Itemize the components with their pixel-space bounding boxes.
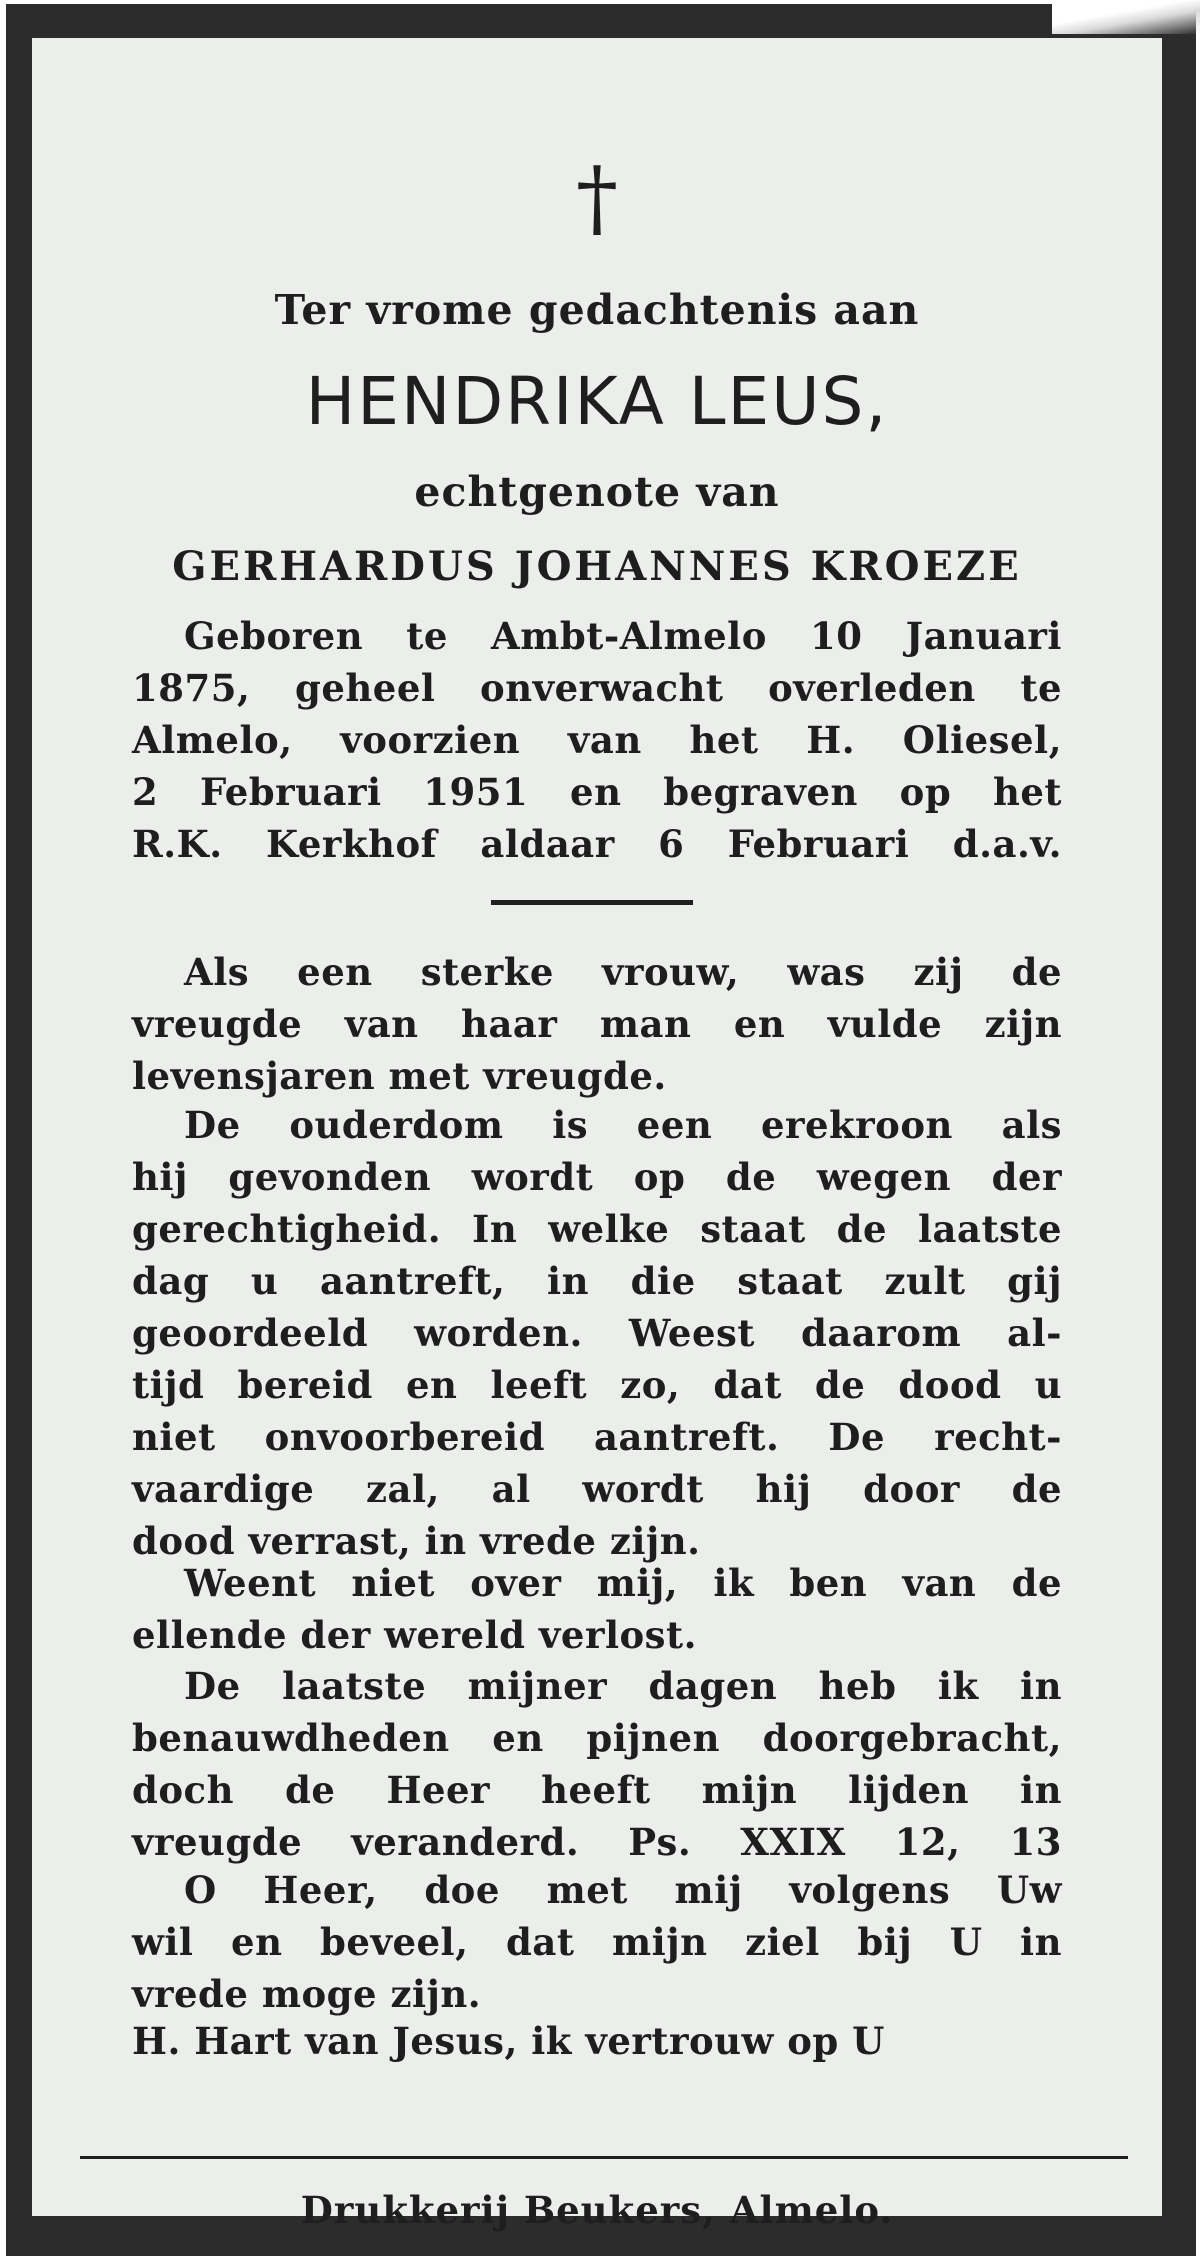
- dedication-line: Ter vrome gedachtenis aan: [274, 286, 920, 334]
- verse-line: vreugde veranderd. Ps. XXIX 12, 13: [132, 1820, 1062, 1864]
- verse-line: Als een sterke vrouw, was zij de: [184, 950, 1062, 994]
- verse-line: niet onvoorbereid aantreft. De recht-: [132, 1415, 1062, 1459]
- verse-line: vreugde van haar man en vulde zijn: [132, 1002, 1062, 1046]
- verse-line: benauwdheden en pijnen doorgebracht,: [132, 1716, 1062, 1760]
- verse-line: vaardige zal, al wordt hij door de: [132, 1467, 1062, 1511]
- bio-line: Almelo, voorzien van het H. Oliesel,: [132, 718, 1062, 762]
- verse-line: vrede moge zijn.: [132, 1972, 482, 2016]
- verse-line: dag u aantreft, in die staat zult gij: [132, 1259, 1062, 1303]
- verse-line: doch de Heer heeft mijn lijden in: [132, 1768, 1062, 1812]
- bio-line: 2 Februari 1951 en begraven op het: [132, 770, 1062, 814]
- verse-paragraph: [132, 946, 1062, 1102]
- verse-line: Weent niet over mij, ik ben van de: [184, 1561, 1062, 1605]
- bio-line: Geboren te Ambt-Almelo 10 Januari: [184, 614, 1062, 658]
- verse-line: De laatste mijner dagen heb ik in: [184, 1664, 1062, 1708]
- verse-paragraph: [132, 1099, 1062, 1567]
- bio-line: 1875, geheel onverwacht overleden te: [132, 666, 1062, 710]
- verse-line: levensjaren met vreugde.: [132, 1054, 667, 1098]
- verse-paragraph: [132, 1864, 1062, 2020]
- spouse-label: echtgenote van: [414, 468, 780, 516]
- footer-divider: [80, 2156, 1128, 2159]
- verse-line: hij gevonden wordt op de wegen der: [132, 1155, 1062, 1199]
- cross-icon: †: [576, 149, 618, 247]
- biography-paragraph: [132, 610, 1062, 870]
- verse-line: De ouderdom is een erekroon als: [184, 1103, 1062, 1147]
- verse-paragraph: [132, 1660, 1062, 1868]
- spouse-name: GERHARDUS JOHANNES KROEZE: [172, 543, 1022, 590]
- section-divider: [491, 900, 693, 905]
- bio-line: R.K. Kerkhof aldaar 6 Februari d.a.v.: [132, 822, 1062, 866]
- verse-line: tijd bereid en leeft zo, dat de dood u: [132, 1363, 1062, 1407]
- printer-credit: Drukkerij Beukers, Almelo.: [300, 2188, 894, 2232]
- verse-line: dood verrast, in vrede zijn.: [132, 1519, 701, 1563]
- card-paper: [32, 38, 1162, 2232]
- closing-prayer: [132, 2015, 1062, 2067]
- verse-line: wil en beveel, dat mijn ziel bij U in: [132, 1920, 1062, 1964]
- memorial-card: [6, 4, 1196, 2256]
- verse-line: ellende der wereld verlost.: [132, 1613, 697, 1657]
- verse-paragraph: [132, 1557, 1062, 1661]
- verse-line: geoordeeld worden. Weest daarom al-: [132, 1311, 1062, 1355]
- verse-line: O Heer, doe met mij volgens Uw: [184, 1868, 1062, 1912]
- closing-line: H. Hart van Jesus, ik vertrouw op U: [132, 2019, 885, 2063]
- deceased-name: HENDRIKA LEUS,: [305, 363, 889, 440]
- verse-line: gerechtigheid. In welke staat de laatste: [132, 1207, 1062, 1251]
